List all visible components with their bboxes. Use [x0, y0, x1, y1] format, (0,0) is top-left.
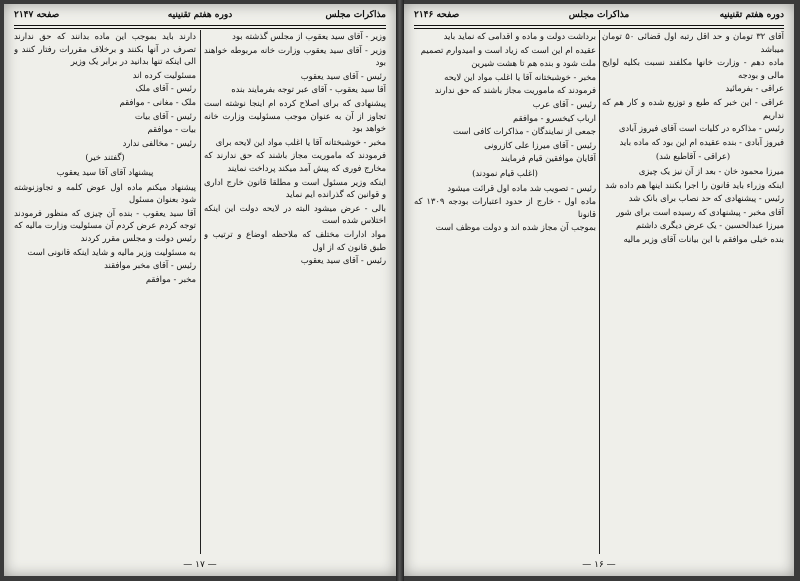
right-page-header — [414, 10, 784, 24]
paragraph: مخبر - خوشبختانه آقا یا اغلب مواد این لایحه برای — [215, 136, 386, 147]
paragraph: آقای ۳۲ تومان و حد اقل رتبه اول قضائی ۵۰ تومان میباشد — [602, 31, 784, 54]
paragraph: (گفتند خیر) — [85, 152, 125, 163]
paragraph: رئیس - مخالفی ندارد — [122, 137, 196, 148]
paragraph: اینکه وزیر مسئول است و مطلقا قانون خارج اداری و قوانین که گذرانده ایم نماید — [204, 176, 386, 200]
left-header-rule — [14, 25, 386, 29]
paragraph: آقا سید یعقوب - بنده آن چیزی که منظور فرمودند توجه کردم عرض کردم آن مسئولیت وزارت مالیه که رئیس دولت و مجلس مقرر کردند — [14, 207, 196, 243]
left-header-page-number: صفحه ۲۱۴۷ — [14, 10, 60, 20]
paragraph: دارند باید بموجب این ماده بدانند که حق ندارند تصرف در آنها بکنند و برخلاف مقررات رفتار کنند و الی اینکه تنها بدانید در برابر یک وزیر — [14, 31, 196, 67]
right-header-title: مذاکرات مجلس — [568, 10, 630, 20]
right-column-divider — [599, 30, 600, 554]
paragraph: رئیس - آقای مخبر موافقند — [104, 260, 196, 271]
paragraph: فیروز آبادی - بنده عقیده ام این بود که ماده باید — [619, 136, 784, 147]
paragraph: عراقی - بفرمائید — [725, 83, 784, 94]
paragraph: ماده اول - خارج از حدود اعتبارات بودجه ۱۳۰۹ که قانونا — [414, 196, 596, 219]
paragraph: اینکه وزراء باید قانون را اجرا بکنند اینها هم داده شد — [605, 179, 784, 190]
paragraph: ملک - مغانی - موافقم — [119, 96, 196, 107]
paragraph: میرزا عبدالحسین - یک عرض دیگری داشتم — [636, 220, 784, 231]
paragraph: پیشنهاد آقای آقا سید یعقوب — [56, 166, 154, 177]
paragraph: عقیده ام این است که زیاد است و امیدوارم تصمیم — [420, 44, 596, 55]
paragraph: وزیر - آقای سید یعقوب از مجلس گذشته بود — [232, 31, 386, 41]
paragraph: رئیس - آقای بیات — [134, 110, 196, 121]
paragraph: فرمودند که ماموریت مجاز باشند که حق ندارند که مخارج فوری که پیش آمد میکند پرداخت نمایند — [204, 150, 386, 173]
paragraph: رئیس - تصویب شد ماده اول قرائت میشود — [447, 182, 596, 193]
left-column-divider — [200, 30, 201, 554]
right-page — [404, 4, 794, 576]
paragraph: آقایان موافقین قیام فرمایند — [500, 153, 596, 164]
paragraph: رئیس - آقای عرب — [532, 98, 596, 109]
right-header-rule — [414, 25, 784, 29]
left-page — [4, 4, 396, 576]
paragraph: میرزا محمود خان - بعد از آن نیز یک چیزی — [638, 165, 784, 176]
paragraph: پیشنهادی که برای اصلاح کرده ام اینجا نوشته است تجاوز از آن به عنوان موجب مسئولیت وزارت خانه خواهد بود — [204, 97, 386, 134]
left-page-right-column — [204, 30, 386, 554]
paragraph: رئیس - پیشنهادی که حد نصاب برای بانک شد — [628, 193, 784, 204]
paragraph: آقا سید یعقوب - آقای عبر توجه بفرمایند بنده — [231, 84, 386, 95]
left-page-header — [14, 10, 386, 24]
right-page-columns — [414, 30, 784, 554]
paragraph: ارباب کیخسرو - موافقم — [513, 112, 596, 123]
paragraph: رئیس - آقای میرزا علی کازرونی — [484, 139, 596, 150]
paragraph: مسئولیت کرده اند — [132, 69, 196, 80]
paragraph: (اغلب قیام نمودند) — [472, 167, 538, 178]
paragraph: فرمودند که ماموریت مجاز باشند که حق ندارند — [434, 85, 596, 96]
book-gutter — [396, 0, 404, 581]
left-header-title: مذاکرات مجلس — [325, 10, 386, 20]
paragraph: جمعی از نمایندگان - مذاکرات کافی است — [452, 126, 596, 137]
paragraph: عراقی - این خبر که طبع و توزیع شده و کار هم که نداریم — [602, 96, 784, 120]
right-header-page-number: صفحه ۲۱۴۶ — [414, 10, 460, 20]
paragraph: رئیس - آقای سید یعقوب — [300, 255, 386, 266]
left-page-footer: — ۱۷ — — [183, 560, 217, 570]
paragraph: بنده خیلی موافقم با این بیانات آقای وزیر مالیه — [623, 233, 784, 244]
paragraph: بالی - عرض میشود البته در لایحه دولت این اینکه اختلاس شده است — [204, 202, 386, 226]
left-page-columns — [14, 30, 386, 554]
paragraph: بموجب آن مجاز شده اند و دولت موظف است — [435, 222, 596, 233]
paragraph: رئیس - مذاکره در کلیات است آقای فیروز آبادی — [618, 123, 784, 134]
left-page-left-column — [14, 30, 196, 554]
right-page-left-column — [414, 30, 596, 554]
paragraph: به مسئولیت وزیر مالیه و شاید اینکه قانونی است — [27, 246, 196, 257]
paragraph: مواد ادارات مختلف که ملاحظه اوضاع و ترتیب و طبق قانون که از اول — [204, 228, 386, 252]
paragraph: ماده دهم - وزارت خانها مکلفند نسبت بکلیه لوایح مالی و بودجه — [602, 57, 784, 80]
paragraph: ملت شود و بنده هم تا هشت شیرین — [471, 58, 596, 69]
paragraph: مخبر - موافقم — [145, 273, 196, 284]
paragraph: وزیر - آقای سید یعقوب وزارت خانه مربوطه خواهند بود — [204, 44, 386, 68]
paragraph: پیشنهاد میکنم ماده اول عوض کلمه و تجاوزنوشته شود بعنوان مسئول — [14, 181, 196, 205]
right-page-footer: — ۱۶ — — [582, 560, 616, 570]
right-page-right-column — [602, 30, 784, 554]
paragraph: بیات - موافقم — [147, 124, 196, 135]
paragraph: آقای مخبر - پیشنهادی که رسیده است برای شور — [616, 206, 784, 217]
paragraph: (عراقی - آقاطبع شد) — [655, 151, 731, 162]
left-header-session: دوره هفتم تقنینیه — [167, 10, 233, 20]
paragraph: مخبر - خوشبختانه آقا یا اغلب مواد این لایحه — [444, 71, 596, 82]
right-header-session: دوره هفتم تقنینیه — [719, 10, 784, 20]
paragraph: برداشت دولت و ماده و اقدامی که نماید باید — [443, 31, 596, 41]
paragraph: رئیس - آقای ملک — [135, 83, 196, 94]
paragraph: رئیس - آقای سید یعقوب — [300, 70, 386, 81]
